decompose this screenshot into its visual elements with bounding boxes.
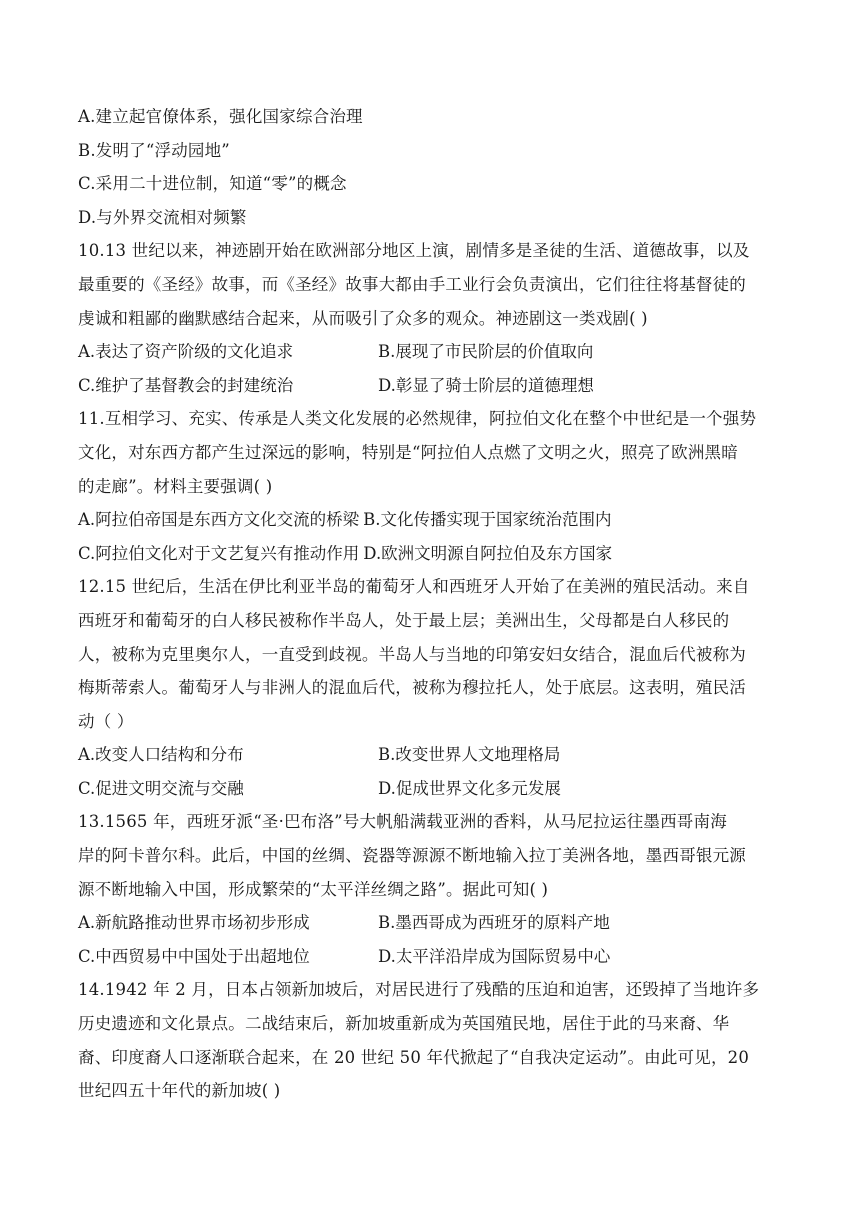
q12-stem-line: 人，被称为克里奥尔人，一直受到歧视。半岛人与当地的印第安妇女结合，混血后代被称为 [78, 644, 746, 664]
q9-option-d: D.与外界交流相对频繁 [78, 207, 247, 227]
q14-stem-line: 裔、印度裔人口逐渐联合起来，在 20 世纪 50 年代掀起了“自我决定运动”。由此可见，20 [78, 1047, 750, 1067]
q11-stem-line: 文化，对东西方都产生过深远的影响，特别是“阿拉伯人点燃了文明之火，照亮了欧洲黑暗 [78, 442, 738, 462]
q9-option-b: B.发明了“浮动园地” [78, 140, 230, 160]
q11-options-row [78, 537, 778, 571]
q12-stem-line: 梅斯蒂索人。葡萄牙人与非洲人的混血后代，被称为穆拉托人，处于底层。这表明，殖民活 [78, 678, 746, 698]
q13-option-a: A.新航路推动世界市场初步形成 [78, 913, 310, 933]
q13-stem-line: 岸的阿卡普尔科。此后，中国的丝绸、瓷器等源源不断地输入拉丁美洲各地，墨西哥银元源 [78, 846, 746, 866]
q12-stem-line: 12.15 世纪后，生活在伊比利亚半岛的葡萄牙人和西班牙人开始了在美洲的殖民活动。来自 [78, 577, 750, 597]
q10-option-b: B.展现了市民阶层的价值取向 [378, 342, 594, 362]
q10-option-d: D.彰显了骑士阶层的道德理想 [378, 375, 594, 395]
q11-stem-line: 的走廊”。材料主要强调( ) [78, 476, 273, 496]
q11-option-a: A.阿拉伯帝国是东西方文化交流的桥梁 [78, 510, 360, 530]
q13-stem-line: 源不断地输入中国，形成繁荣的“太平洋丝绸之路”。据此可知( ) [78, 879, 549, 899]
q9-option-a: A.建立起官僚体系，强化国家综合治理 [78, 107, 363, 126]
q12-stem-line: 西班牙和葡萄牙的白人移民被称作半岛人，处于最上层；美洲出生，父母都是白人移民的 [78, 610, 730, 630]
q10-stem-line: 虔诚和粗鄙的幽默感结合起来，从而吸引了众多的观众。神迹剧这一类戏剧( ) [78, 308, 648, 328]
q12-option-a: A.改变人口结构和分布 [78, 745, 244, 765]
q13-option-d: D.太平洋沿岸成为国际贸易中心 [378, 946, 611, 966]
q10-options-row [78, 369, 778, 403]
q12-option-c: C.促进文明交流与交融 [78, 778, 244, 798]
q9-option-c: C.采用二十进位制，知道“零”的概念 [78, 174, 347, 194]
q12-option-b: B.改变世界人文地理格局 [378, 745, 561, 765]
q11-option-b: B.文化传播实现于国家统治范围内 [363, 510, 612, 530]
q10-option-c: C.维护了基督教会的封建统治 [78, 375, 294, 395]
q13-options-row [78, 906, 778, 940]
q13-stem-line: 13.1565 年，西班牙派“圣·巴布洛”号大帆船满载亚洲的香料，从马尼拉运往墨西哥南海 [78, 812, 727, 832]
q14-stem-line: 14.1942 年 2 月，日本占领新加坡后，对居民进行了残酷的压迫和迫害，还毁掉了当地许多 [78, 980, 760, 1000]
q10-stem-line: 最重要的《圣经》故事，而《圣经》故事大都由手工业行会负责演出，它们往往将基督徒的 [78, 274, 746, 294]
q12-option-d: D.促成世界文化多元发展 [378, 778, 561, 798]
q13-option-c: C.中西贸易中中国处于出超地位 [78, 946, 310, 966]
q11-stem-line: 11.互相学习、充实、传承是人类文化发展的必然规律，阿拉伯文化在整个中世纪是一个强势 [78, 409, 757, 429]
q14-stem-line: 历史遗迹和文化景点。二战结束后，新加坡重新成为英国殖民地，居住于此的马来裔、华 [78, 1014, 730, 1034]
q11-options-row [78, 503, 778, 537]
question-content [78, 100, 778, 1108]
q10-option-a: A.表达了资产阶级的文化追求 [78, 342, 294, 362]
q12-stem-line: 动（ ） [78, 711, 134, 731]
q10-options-row [78, 335, 778, 369]
q11-option-d: D.欧洲文明源自阿拉伯及东方国家 [363, 543, 613, 563]
q13-option-b: B.墨西哥成为西班牙的原料产地 [378, 913, 610, 933]
q13-options-row [78, 940, 778, 974]
q10-stem-line: 10.13 世纪以来，神迹剧开始在欧洲部分地区上演，剧情多是圣徒的生活、道德故事，以及 [78, 241, 750, 261]
q12-options-row [78, 738, 778, 772]
q11-option-c: C.阿拉伯文化对于文艺复兴有推动作用 [78, 543, 360, 563]
q14-stem-line: 世纪四五十年代的新加坡( ) [78, 1081, 281, 1101]
q12-options-row [78, 772, 778, 806]
